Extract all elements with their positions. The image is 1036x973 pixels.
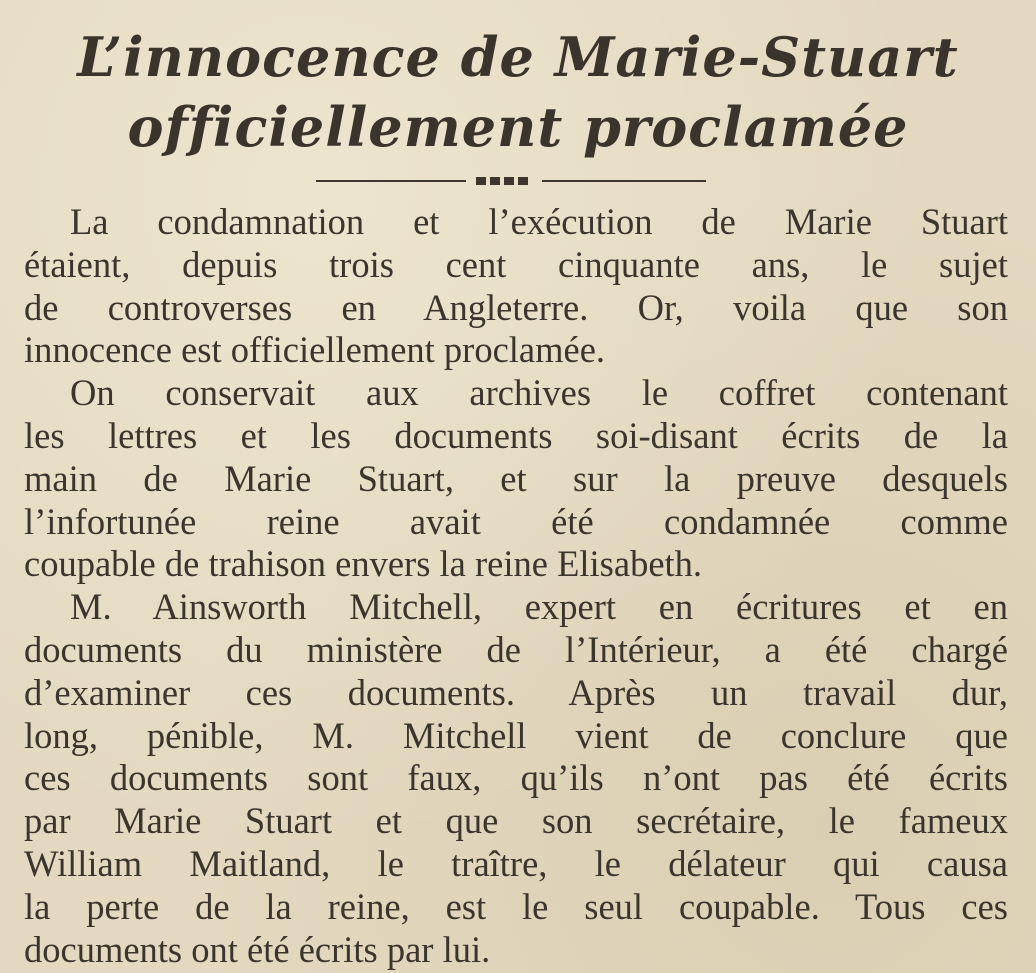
paragraph-1 xyxy=(24,201,1008,372)
text-line: par Marie Stuart et que son secrétaire, le fameux xyxy=(24,800,1008,842)
paragraph-2 xyxy=(24,372,1008,586)
text-line: La condamnation et l’exécution de Marie Stuart xyxy=(70,201,1008,242)
text-line: documents du ministère de l’Intérieur, a été chargé xyxy=(24,628,1008,670)
text-line: étaient, depuis trois cent cinquante ans, le sujet xyxy=(24,243,1008,285)
text-line: la perte de la reine, est le seul coupable. Tous ces xyxy=(24,885,1008,927)
text-line: d’examiner ces documents. Après un travail dur, xyxy=(24,671,1008,713)
divider-rule-left xyxy=(316,180,466,182)
text-line: innocence est officiellement proclamée. xyxy=(24,329,606,371)
headline-divider xyxy=(316,176,706,186)
text-line: coupable de trahison envers la reine Elisabeth. xyxy=(24,543,703,585)
article-body xyxy=(24,201,1008,971)
text-line: main de Marie Stuart, et sur la preuve desquels xyxy=(24,457,1008,499)
text-line: documents ont été écrits par lui. xyxy=(24,928,491,970)
text-line: l’infortunée reine avait été condamnée comme xyxy=(24,500,1008,542)
text-line: On conservait aux archives le coffret contenant xyxy=(70,372,1008,414)
divider-rule-right xyxy=(542,180,706,182)
text-line: long, pénible, M. Mitchell vient de conclure que xyxy=(24,714,1008,756)
divider-dot xyxy=(490,177,500,185)
text-line: ces documents sont faux, qu’ils n’ont pas été écrits xyxy=(24,757,1008,799)
divider-ornament xyxy=(476,177,528,185)
text-line: de controverses en Angleterre. Or, voila que son xyxy=(24,286,1008,328)
paragraph-3 xyxy=(24,586,1008,971)
text-line: M. Ainsworth Mitchell, expert en écritures et en xyxy=(70,586,1008,628)
text-line: William Maitland, le traître, le délateur qui causa xyxy=(24,842,1008,884)
headline-line-1: L’innocence de Marie-Stuart xyxy=(77,25,959,89)
headline-line-2: officiellement proclamée xyxy=(127,95,909,159)
divider-dot xyxy=(476,177,486,185)
divider-dot xyxy=(504,177,514,185)
text-line: les lettres et les documents soi-disant écrits de la xyxy=(24,414,1008,456)
divider-dot xyxy=(518,177,528,185)
